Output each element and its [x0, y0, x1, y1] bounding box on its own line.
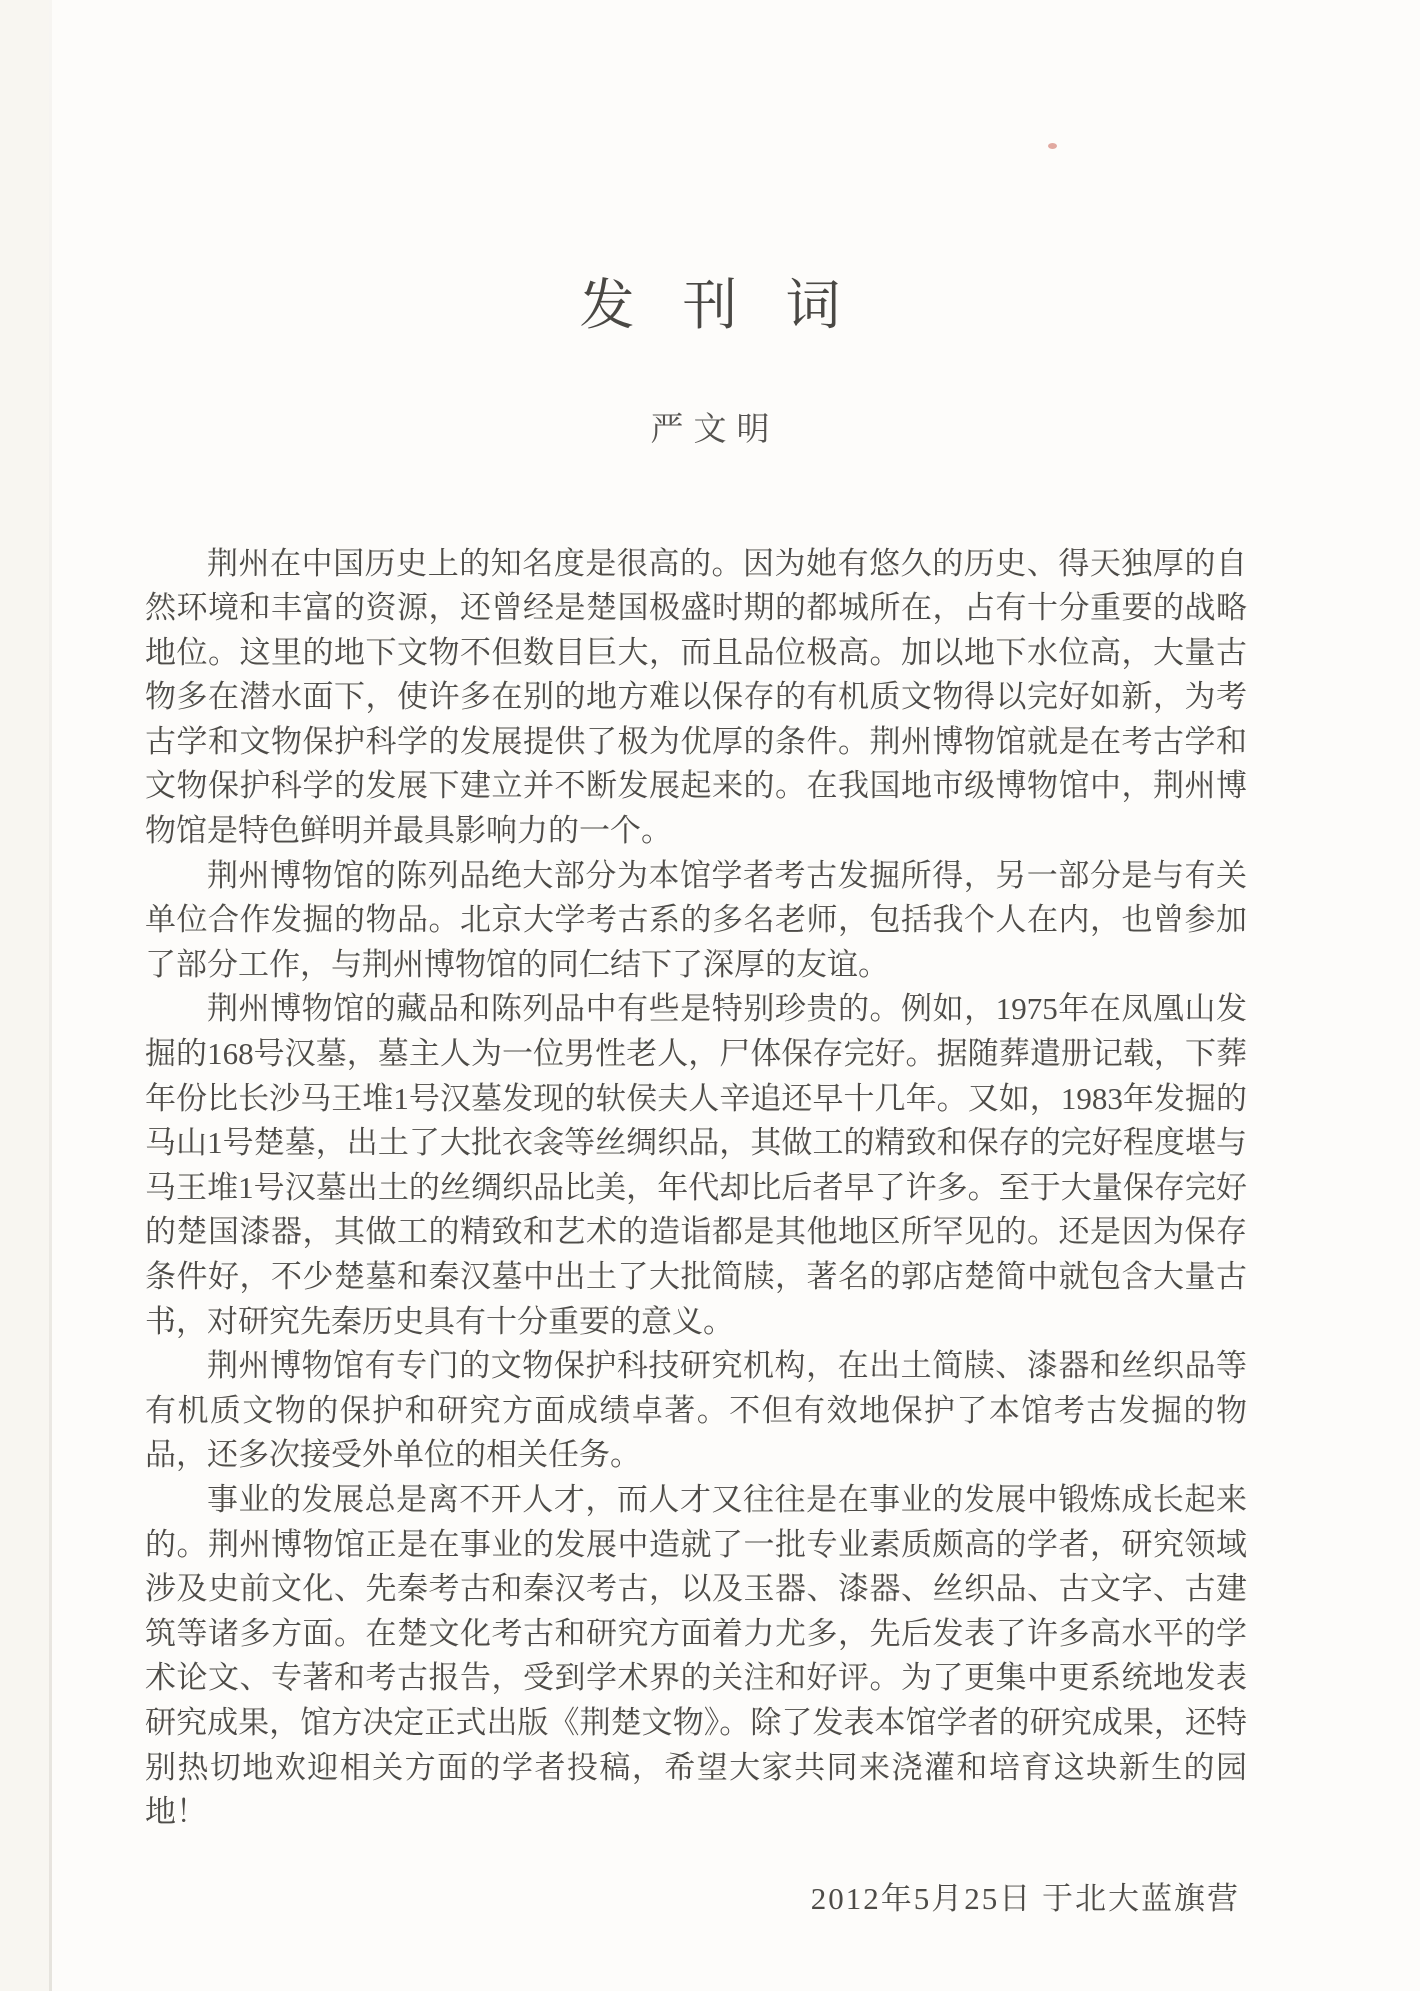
paragraph-4: 荆州博物馆有专门的文物保护科技研究机构，在出土简牍、漆器和丝织品等有机质文物的保护和研究方面成绩卓著。不但有效地保护了本馆考古发掘的物品，还多次接受外单位的相关任务。: [145, 1348, 1247, 1473]
author-name: 严文明: [650, 411, 780, 448]
paragraph-5: 事业的发展总是离不开人才，而人才又往往是在事业的发展中锻炼成长起来的。荆州博物馆正是在事业的发展中造就了一批专业素质颇高的学者，研究领域涉及史前文化、先秦考古和秦汉考古，以及玉器、漆器、丝织品、古文字、古建筑等诸多方面。在楚文化考古和研究方面着力尤多，先后发表了许多高水平的学术论文、专著和考古报告，受到学术界的关注和好评。为了更集中更系统地发表研究成果，馆方决定正式出版《荆楚文物》。除了发表本馆学者的研究成果，还特别热切地欢迎相关方面的学者投稿，希望大家共同来浇灌和培育这块新生的园地！: [145, 1481, 1247, 1830]
page-edge-line: [49, 0, 52, 1991]
scan-artifact-dot: [1048, 143, 1057, 149]
paragraph-3: 荆州博物馆的藏品和陈列品中有些是特别珍贵的。例如，1975年在凤凰山发掘的168号汉墓，墓主人为一位男性老人，尸体保存完好。据随葬遣册记载，下葬年份比长沙马王堆1号汉墓发现的轪侯夫人辛追还早十几年。又如，1983年发掘的马山1号楚墓，出土了大批衣衾等丝绸织品，其做工的精致和保存的完好程度堪与马王堆1号汉墓出土的丝绸织品比美，年代却比后者早了许多。至于大量保存完好的楚国漆器，其做工的精致和艺术的造诣都是其他地区所罕见的。还是因为保存条件好，不少楚墓和秦汉墓中出土了大批简牍，著名的郭店楚简中就包含大量古书，对研究先秦历史具有十分重要的意义。: [145, 991, 1247, 1339]
paragraph-1: 荆州在中国历史上的知名度是很高的。因为她有悠久的历史、得天独厚的自然环境和丰富的资源，还曾经是楚国极盛时期的都城所在，占有十分重要的战略地位。这里的地下文物不但数目巨大，而且品位极高。加以地下水位高，大量古物多在潜水面下，使许多在别的地方难以保存的有机质文物得以完好如新，为考古学和文物保护科学的发展提供了极为优厚的条件。荆州博物馆就是在考古学和文物保护科学的发展下建立并不断发展起来的。在我国地市级博物馆中，荆州博物馆是特色鲜明并最具影响力的一个。: [145, 545, 1247, 849]
dateline: 2012年5月25日 于北大蓝旗营: [810, 1880, 1240, 1916]
scan-background-strip: [0, 0, 49, 1991]
paragraph-2: 荆州博物馆的陈列品绝大部分为本馆学者考古发掘所得，另一部分是与有关单位合作发掘的物品。北京大学考古系的多名老师，包括我个人在内，也曾参加了部分工作，与荆州博物馆的同仁结下了深厚的友谊。: [145, 857, 1247, 982]
document-body: [145, 542, 1247, 1835]
page-title: 发刊词: [579, 275, 889, 336]
